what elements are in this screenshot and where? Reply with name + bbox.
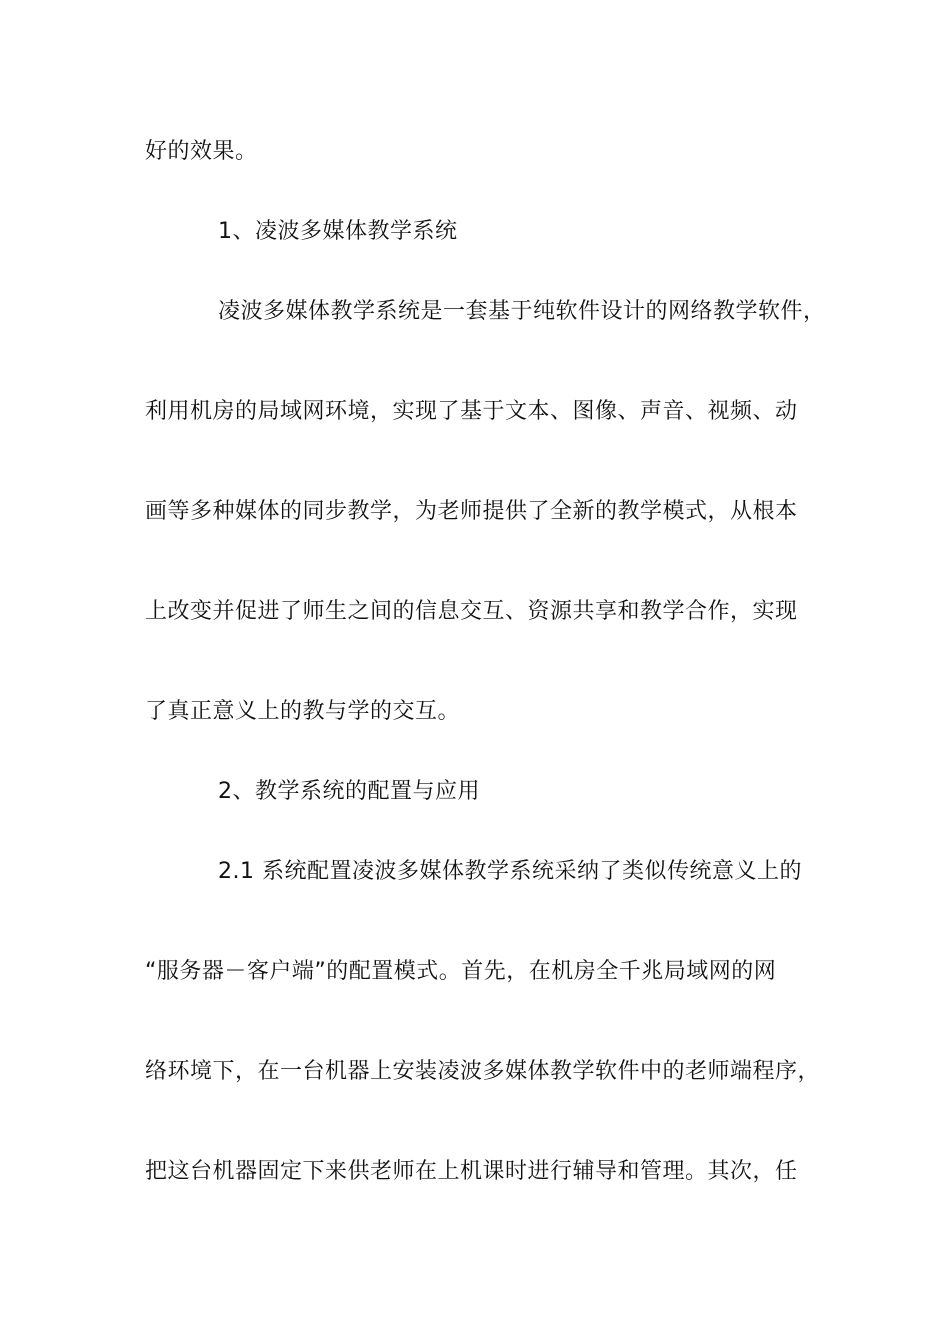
body-text-line: 利用机房的局域网环境，实现了基于文本、图像、声音、视频、动	[145, 399, 798, 424]
section-heading-1: 1、凌波多媒体教学系统	[218, 219, 458, 244]
body-text-line: 凌波多媒体教学系统是一套基于纯软件设计的网络教学软件，	[218, 299, 826, 324]
body-text-line: 了真正意义上的教与学的交互。	[145, 699, 461, 724]
paragraph-continuation: 好的效果。	[145, 139, 258, 164]
body-text-line: 画等多种媒体的同步教学，为老师提供了全新的教学模式，从根本	[145, 499, 798, 524]
body-text-line: 上改变并促进了师生之间的信息交互、资源共享和教学合作，实现	[145, 599, 798, 624]
section-heading-2: 2、教学系统的配置与应用	[218, 779, 480, 804]
body-text-line: 把这台机器固定下来供老师在上机课时进行辅导和管理。其次，任	[145, 1159, 798, 1184]
body-text-line: 2.1 系统配置凌波多媒体教学系统采纳了类似传统意义上的	[218, 859, 802, 884]
body-text-line: 络环境下，在一台机器上安装凌波多媒体教学软件中的老师端程序，	[145, 1059, 821, 1084]
body-text-line: “服务器－客户端”的配置模式。首先，在机房全千兆局域网的网	[145, 959, 777, 984]
